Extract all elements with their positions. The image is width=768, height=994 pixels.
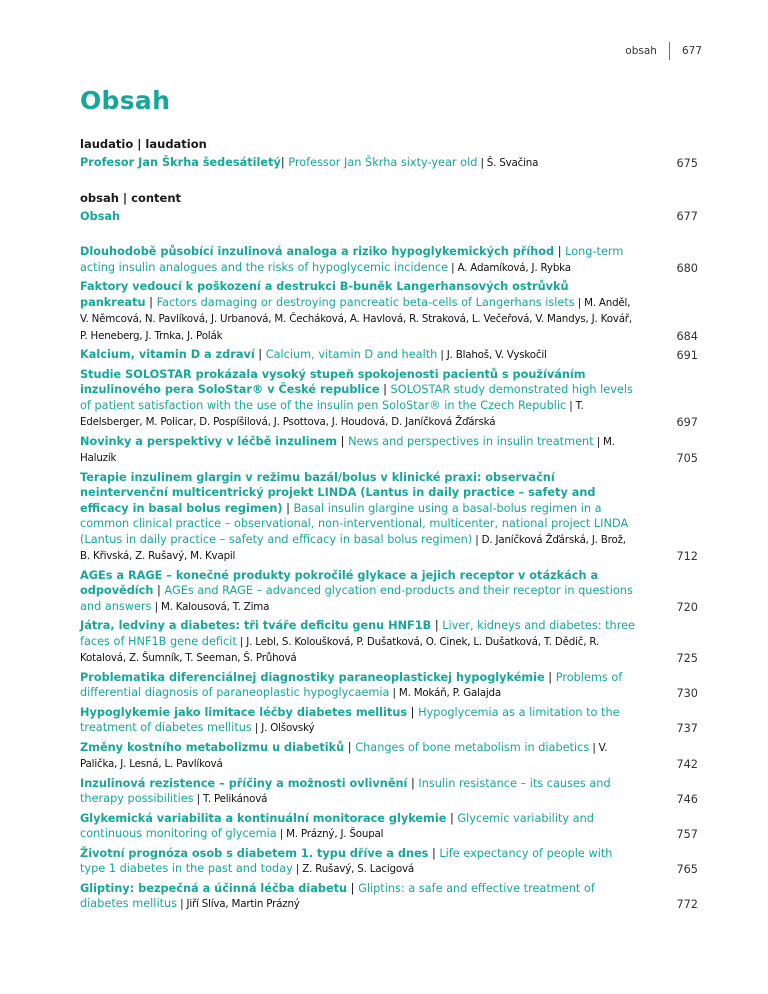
entry-title-cz: Změny kostního metabolizmu u diabetiků [80, 740, 345, 754]
entry-page: 712 [676, 550, 698, 563]
entry-title-en: Long-term acting insulin analogues and the risks of hypoglycemic incidence [80, 245, 624, 274]
toc-entry[interactable] [80, 670, 698, 702]
entry-title-en: Gliptins: a safe and effective treatment of diabetes mellitus [80, 881, 595, 910]
entry-title-cz: Problematika diferenciálnej diagnostiky paraneoplastickej hypoglykémie [80, 670, 545, 684]
entry-title-en: Problems of differential diagnosis of paraneoplastic hypoglycaemia [80, 670, 623, 699]
entry-title-cz: Glykemická variabilita a kontinuální monitorace glykemie [80, 811, 447, 825]
entry-page: 730 [676, 687, 698, 700]
entry-title-en: Glycemic variability and continuous monitoring of glycemia [80, 811, 594, 840]
toc-entry[interactable] [80, 209, 698, 225]
entry-title-cz: Terapie inzulinem glargin v režimu bazál/bolus v klinické praxi: observační neintervenční multicentrický projekt LINDA (Lantus in daily practice – safety and efficacy in basal bolus regimen) [80, 470, 596, 515]
toc-entry[interactable] [80, 881, 698, 913]
entry-separator: | [282, 501, 294, 515]
entry-page: 765 [676, 863, 698, 876]
toc-entry[interactable] [80, 740, 698, 773]
entry-title-cz: Profesor Jan Škrha šedesátiletý [80, 156, 281, 169]
entry-authors: | Z. Rušavý, S. Lacigová [292, 863, 414, 875]
toc-entry[interactable] [80, 244, 698, 276]
entry-separator: | [407, 705, 419, 719]
entry-separator: | [431, 619, 443, 632]
entry-authors: | A. Adamíková, J. Rybka [448, 261, 571, 274]
entry-title-en: Insulin resistance – its causes and therapy possibilities [80, 776, 611, 805]
entry-title-en: Liver, kidneys and diabetes: three faces of HNF1B gene deficit [80, 619, 635, 648]
entry-page: 675 [676, 157, 698, 170]
entry-page: 720 [676, 600, 698, 614]
toc-entry[interactable] [80, 470, 698, 565]
entry-separator: | [280, 156, 285, 169]
entry-authors: | Jiří Slíva, Martin Prázný [177, 898, 300, 910]
entry-separator: | [145, 295, 157, 309]
entry-separator: | [254, 348, 266, 361]
entry-title-cz: Studie SOLOSTAR prokázala vysoký stupeň spokojenosti pacientů s používáním inzulinového pera SoloStar® v České republice [80, 367, 586, 396]
entry-title-en: News and perspectives in insulin treatment [348, 434, 594, 448]
entry-authors: | T. Edelsberger, M. Policar, D. Pospíšilová, J. Psottova, J. Houdová, D. Janíčková Žďárská [80, 399, 584, 428]
toc-entry[interactable] [80, 279, 698, 344]
entry-title-cz: Játra, ledviny a diabetes: tři tváře deficitu genu HNF1B [80, 619, 432, 632]
entry-page: 684 [676, 329, 698, 343]
entry-page: 697 [676, 416, 698, 429]
entry-authors: | M. Kalousová, T. Zima [151, 600, 270, 613]
entry-title-en: AGEs and RAGE – advanced glycation end-products and their receptor in questions and answers [80, 584, 633, 613]
entry-page: 772 [676, 898, 698, 911]
entry-title-cz: Obsah [80, 209, 121, 223]
entry-authors: | V. Palička, J. Lesná, L. Pavlíková [80, 741, 608, 770]
section-heading-laudatio: laudatio | laudation [80, 137, 207, 151]
header-section: obsah [625, 45, 657, 57]
entry-title-cz: Dlouhodobě působící inzulinová analoga a riziko hypoglykemických příhod [80, 245, 555, 258]
entry-separator: | [446, 811, 458, 825]
entry-authors: | J. Olšovský [251, 722, 315, 734]
entry-title-cz: Kalcium, vitamin D a zdraví [80, 348, 255, 361]
header-divider [669, 42, 670, 60]
entry-title-cz: Gliptiny: bezpečná a účinná léčba diabetu [80, 881, 348, 895]
entry-title-cz: Hypoglykemie jako limitace léčby diabetes mellitus [80, 705, 408, 719]
entry-title-en: Factors damaging or destroying pancreatic beta-cells of Langerhans islets [156, 295, 575, 309]
entry-title-cz: AGEs a RAGE – konečné produkty pokročilé glykace a jejich receptor v otázkách a odpovědích [80, 568, 599, 597]
toc-entry[interactable] [80, 811, 698, 843]
section-heading-content: obsah | content [80, 190, 182, 205]
toc-entry[interactable] [80, 155, 698, 172]
entry-separator: | [344, 740, 356, 754]
entry-title-en: Calcium, vitamin D and health [265, 348, 438, 361]
entry-separator: | [337, 434, 349, 448]
table-of-contents [80, 136, 698, 913]
entry-authors: | J. Lebl, S. Koloušková, P. Dušatková, O. Cinek, L. Dušatková, T. Dědič, R. Kotalová, Z. Šumník, T. Seeman, Š. Průhová [80, 635, 600, 664]
entry-title-en: Changes of bone metabolism in diabetics [355, 740, 590, 754]
entry-page: 677 [676, 209, 698, 223]
entry-separator: | [544, 670, 556, 684]
toc-entry[interactable] [80, 347, 698, 364]
entry-authors: | M. Anděl, V. Němcová, N. Pavlíková, J. Urbanová, M. Čecháková, A. Havlová, R. Straková, L. Večeřová, V. Mandys, J. Kovář, P. Heneberg, J. Trnka, J. Polák [80, 296, 632, 342]
entry-separator: | [347, 881, 359, 895]
entry-title-cz: Životní prognóza osob s diabetem 1. typu dříve a dnes [80, 846, 429, 860]
entry-authors: | M. Prázný, J. Šoupal [276, 828, 384, 840]
toc-entry[interactable] [80, 705, 698, 737]
entry-title-en: Basal insulin glargine using a basal-bolus regimen in a common clinical practice – observational, non-interventional, multicenter, national project LINDA (Lantus in daily practice – safety and efficacy in basal bolus regimen) [80, 501, 629, 546]
entry-separator: | [379, 383, 391, 396]
entry-authors: | Š. Svačina [477, 157, 539, 169]
entry-authors: | T. Pelikánová [193, 793, 268, 805]
entry-title-en: Professor Jan Škrha sixty-year old [284, 156, 478, 169]
entry-separator: | [554, 245, 566, 258]
entry-page: 746 [676, 793, 698, 806]
entry-page: 680 [676, 261, 698, 275]
running-header [625, 42, 702, 60]
entry-authors: | M. Mokáň, P. Galajda [389, 687, 501, 699]
toc-entry[interactable] [80, 367, 698, 431]
toc-entry[interactable] [80, 776, 698, 808]
entry-authors: | D. Janíčková Žďárská, J. Brož, B. Křivská, Z. Rušavý, M. Kvapil [80, 533, 626, 562]
entry-title-cz: Faktory vedoucí k poškození a destrukci B-buněk Langerhansových ostrůvků pankreatu [80, 280, 569, 309]
header-page-number: 677 [681, 45, 702, 57]
entry-authors: | M. Haluzík [80, 435, 615, 464]
entry-separator: | [407, 776, 419, 790]
entry-page: 737 [676, 722, 698, 735]
entry-title-en: Hypoglycemia as a limitation to the treatment of diabetes mellitus [80, 705, 620, 734]
toc-entry[interactable] [80, 618, 698, 667]
entry-authors: | J. Blahoš, V. Vyskočil [437, 349, 547, 361]
entry-page: 725 [676, 652, 698, 665]
entry-page: 757 [676, 828, 698, 841]
toc-entry[interactable] [80, 568, 698, 616]
entry-title-cz: Novinky a perspektivy v léčbě inzulinem [80, 434, 338, 448]
entry-title-en: Life expectancy of people with type 1 diabetes in the past and today [80, 846, 613, 875]
page-title: Obsah [80, 86, 171, 115]
entry-separator: | [153, 584, 165, 597]
toc-entry[interactable] [80, 846, 698, 878]
entry-title-en: SOLOSTAR study demonstrated high levels of patient satisfaction with the use of the insulin pen SoloStar® in the Czech Republic [80, 383, 633, 412]
entry-separator: | [428, 846, 440, 860]
entry-page: 705 [676, 452, 698, 465]
entry-page: 742 [676, 758, 698, 771]
entry-page: 691 [676, 349, 698, 362]
toc-entry[interactable] [80, 434, 698, 467]
entry-title-cz: Inzulinová rezistence – příčiny a možnosti ovlivnění [80, 776, 408, 790]
